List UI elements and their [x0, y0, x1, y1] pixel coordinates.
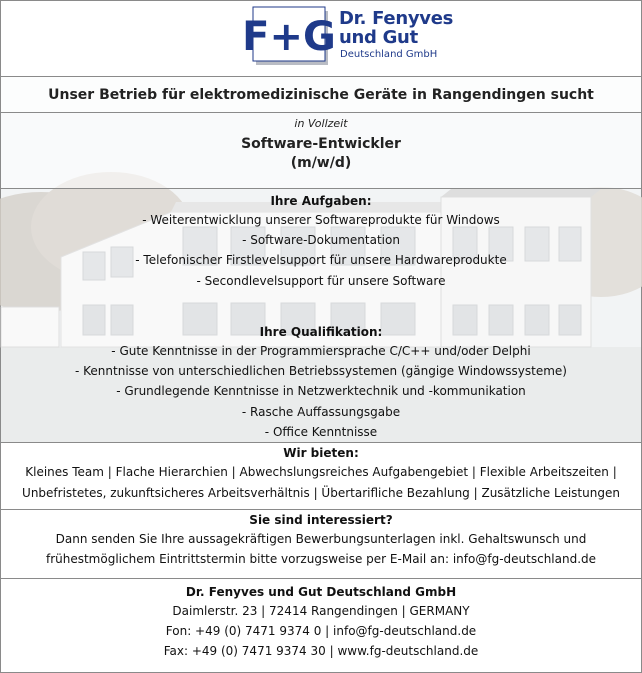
company-name: Dr. Fenyves und Gut Deutschland GmbH — [185, 585, 457, 599]
interest-line: Dann senden Sie Ihre aussagekräftigen Bewerbungsunterlagen inkl. Gehaltswunsch und — [55, 532, 587, 546]
job-title: Software-Entwickler — [241, 136, 401, 152]
tasks-section — [1, 192, 641, 291]
logo-name-line1: Dr. Fenyves — [339, 8, 454, 29]
qualification-item: - Office Kenntnisse — [264, 424, 378, 439]
interest-heading: Sie sind interessiert? — [249, 513, 393, 527]
interest-section — [1, 510, 641, 579]
building-photo — [1, 77, 641, 442]
offer-heading: Wir bieten: — [283, 446, 359, 460]
task-item: - Secondlevelsupport für unsere Software — [196, 273, 446, 288]
company-address: Daimlerstr. 23 | 72414 Rangendingen | GERMANY — [172, 604, 470, 618]
qualifications-heading: Ihre Qualifikation: — [259, 325, 383, 339]
company-fax: Fax: +49 (0) 7471 9374 30 | www.fg-deutschland.de — [163, 644, 479, 658]
qualification-item: - Gute Kenntnisse in der Programmiersprache C/C++ und/oder Delphi — [111, 344, 531, 358]
contact-section — [1, 580, 641, 672]
header — [1, 1, 641, 77]
headline: Unser Betrieb für elektromedizinische Geräte in Rangendingen sucht — [48, 86, 594, 103]
task-item: - Telefonischer Firstlevelsupport für unsere Hardwareprodukte — [135, 253, 507, 268]
offer-line: Kleines Team | Flache Hierarchien | Abwechslungsreiches Aufgabengebiet | Flexible Arbeitszeiten | — [25, 465, 617, 479]
logo-wordmark — [339, 9, 465, 71]
company-phone: Fon: +49 (0) 7471 9374 0 | info@fg-deutschland.de — [165, 624, 477, 638]
gender-note: (m/w/d) — [290, 155, 352, 171]
task-item: - Software-Dokumentation — [242, 233, 400, 248]
position-band — [1, 113, 641, 189]
qualification-item: - Grundlegende Kenntnisse in Netzwerktechnik und -kommunikation — [116, 384, 526, 399]
qualifications-section — [1, 323, 641, 442]
company-logo — [242, 7, 465, 71]
qualification-item: - Rasche Auffassungsgabe — [241, 404, 401, 419]
offer-section — [1, 442, 641, 510]
qualification-item: - Kenntnisse von unterschiedlichen Betriebssystemen (gängige Windowssysteme) — [75, 364, 567, 379]
offer-line: Unbefristetes, zukunftsicheres Arbeitsverhältnis | Übertarifliche Bezahlung | Zusätzliche Leistungen — [22, 485, 620, 500]
tasks-heading: Ihre Aufgaben: — [270, 194, 372, 208]
headline-band — [1, 77, 641, 113]
fg-logo-icon — [242, 7, 336, 65]
logo-mark-text: F+G — [242, 14, 336, 60]
interest-line: frühestmöglichem Eintrittstermin bitte vorzugsweise per E-Mail an: info@fg-deutschland.de — [45, 552, 597, 566]
logo-subtitle: Deutschland GmbH — [340, 49, 438, 60]
employment-type: in Vollzeit — [294, 117, 348, 130]
logo-name-line2: und Gut — [339, 27, 418, 48]
task-item: - Weiterentwicklung unserer Softwareprodukte für Windows — [142, 213, 500, 227]
